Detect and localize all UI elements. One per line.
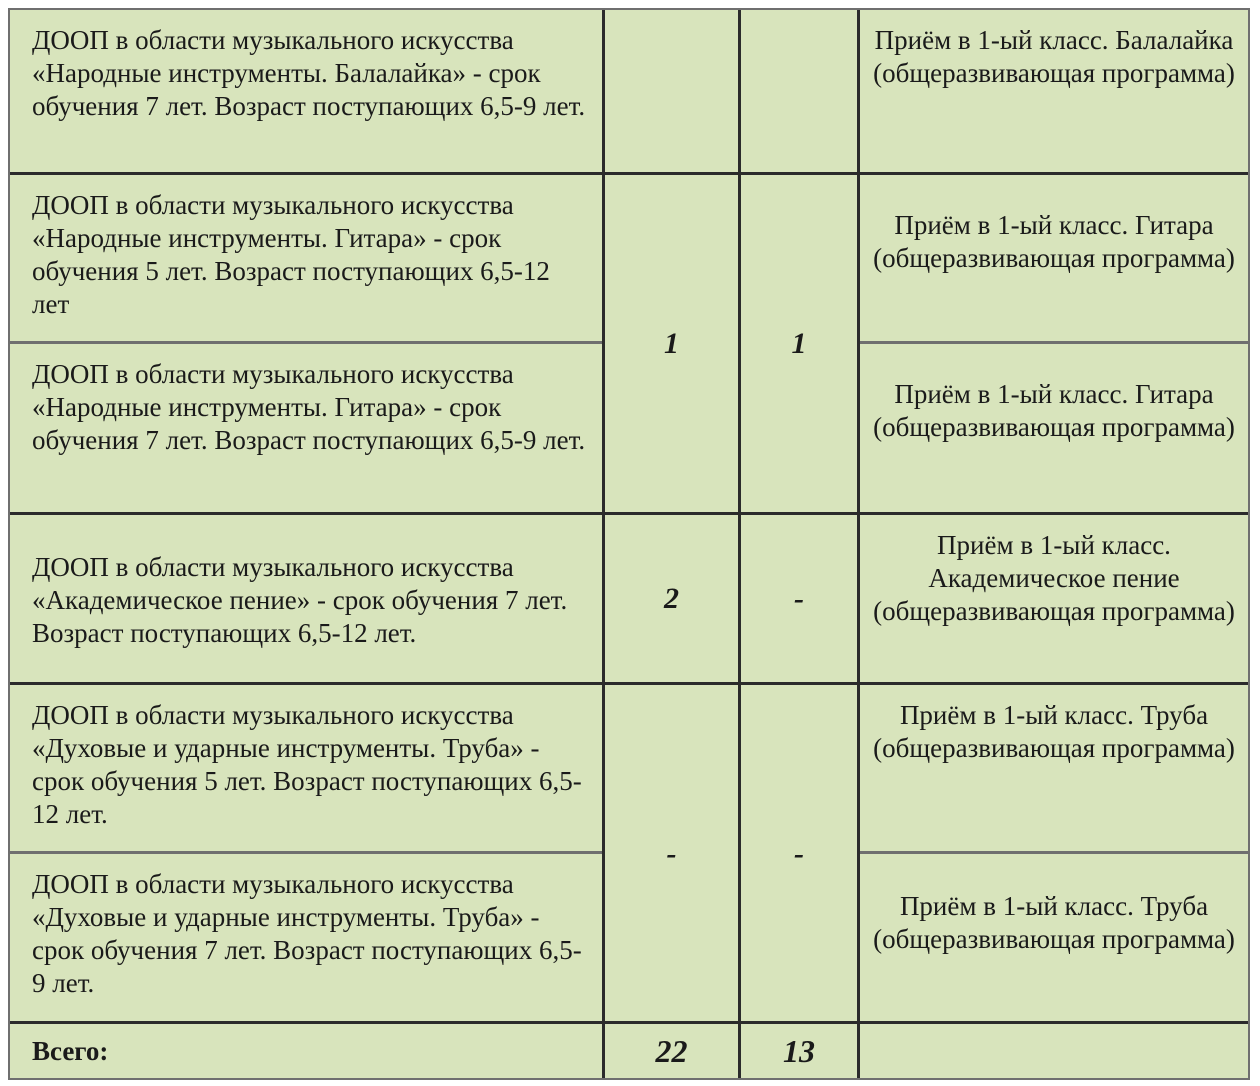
divider: [10, 341, 602, 344]
admission-cell-guitar-7: [860, 344, 1248, 512]
program-text: ДООП в области музыкального искусства «Академическое пение» - срок обучения 7 лет. Возраст поступающих 6,5-12 лет.: [32, 552, 568, 648]
program-cell-balalaika: [10, 10, 602, 172]
divider: [10, 851, 602, 854]
program-text: ДООП в области музыкального искусства «Народные инструменты. Гитара» - срок обучения 7 лет. Возраст поступающих 6,5-9 лет.: [32, 359, 586, 455]
count-value: -: [794, 582, 804, 615]
count-value: -: [666, 836, 677, 870]
count-value: 2: [664, 582, 679, 615]
admission-cell-trumpet-7: [860, 854, 1248, 1021]
total-col3-cell: [741, 1024, 857, 1078]
divider: [10, 512, 1248, 515]
divider: [860, 341, 1248, 344]
group-3-col3: [741, 685, 857, 1021]
group-0-col2: [605, 10, 738, 172]
admission-text: Приём в 1-ый класс. Балалайка (общеразвивающая программа): [873, 25, 1235, 88]
total-label-cell: [10, 1024, 602, 1078]
admission-table: [8, 8, 1250, 1080]
count-value: -: [794, 836, 804, 870]
admission-text: Приём в 1-ый класс. Гитара (общеразвивающая программа): [873, 379, 1235, 442]
group-1-col2: [605, 175, 738, 512]
admission-cell-trumpet-5: [860, 685, 1248, 851]
divider: [10, 1021, 1248, 1024]
admission-text: Приём в 1-ый класс. Труба (общеразвивающая программа): [873, 891, 1235, 954]
count-value: 1: [791, 327, 807, 360]
divider: [857, 10, 860, 1078]
total-label: Всего:: [32, 1035, 109, 1066]
program-text: ДООП в области музыкального искусства «Духовые и ударные инструменты. Труба» - срок обучения 7 лет. Возраст поступающих 6,5-9 лет.: [32, 869, 582, 998]
divider: [10, 172, 1248, 175]
program-cell-vocal: [10, 515, 602, 682]
admission-cell-vocal: [860, 515, 1248, 682]
divider: [860, 851, 1248, 854]
admission-text: Приём в 1-ый класс. Гитара (общеразвивающая программа): [873, 210, 1235, 273]
program-text: ДООП в области музыкального искусства «Духовые и ударные инструменты. Труба» - срок обучения 5 лет. Возраст поступающих 6,5-12 лет.: [32, 700, 582, 829]
group-3-col2: [605, 685, 738, 1021]
total-col2-cell: [605, 1024, 738, 1078]
group-1-col3: [741, 175, 857, 512]
divider: [10, 682, 1248, 685]
program-cell-guitar-7: [10, 344, 602, 512]
admission-text: Приём в 1-ый класс. Труба (общеразвивающая программа): [873, 700, 1235, 763]
admission-cell-guitar-5: [860, 175, 1248, 341]
admission-text: Приём в 1-ый класс. Академическое пение (общеразвивающая программа): [873, 530, 1235, 626]
program-cell-trumpet-7: [10, 854, 602, 1021]
total-col4-cell: [860, 1024, 1248, 1078]
group-2-col2: [605, 515, 738, 682]
program-cell-guitar-5: [10, 175, 602, 341]
total-value: 13: [783, 1032, 815, 1069]
program-text: ДООП в области музыкального искусства «Народные инструменты. Балалайка» - срок обучения 7 лет. Возраст поступающих 6,5-9 лет.: [32, 25, 586, 121]
group-2-col3: [741, 515, 857, 682]
program-cell-trumpet-5: [10, 685, 602, 851]
count-value: 1: [664, 327, 679, 360]
program-text: ДООП в области музыкального искусства «Народные инструменты. Гитара» - срок обучения 5 лет. Возраст поступающих 6,5-12 лет: [32, 190, 550, 319]
group-0-col3: [741, 10, 857, 172]
divider: [738, 10, 741, 1078]
divider: [602, 10, 605, 1078]
admission-cell-balalaika: [860, 10, 1248, 172]
total-value: 22: [655, 1032, 688, 1069]
